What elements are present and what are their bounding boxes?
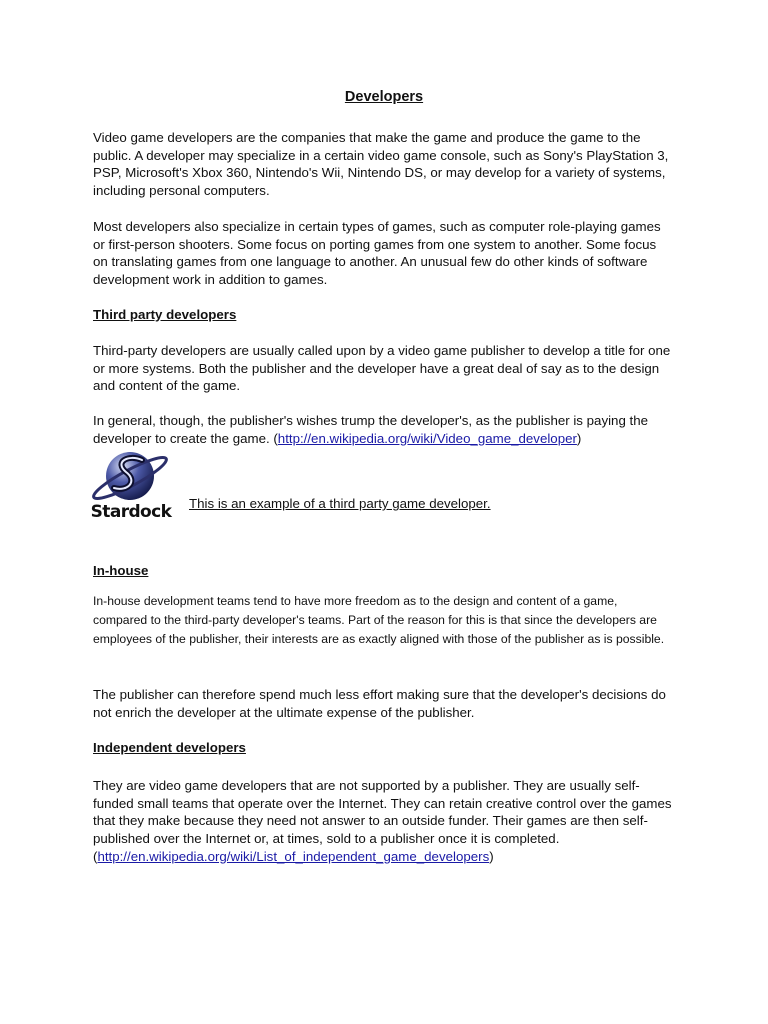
- paren-close: ): [576, 430, 582, 446]
- specialize-paragraph: Most developers also specialize in certain types of games, such as computer role-playing games or first-person shooters. Some focus on porting games from one system to another. Some focus on translating games from one language to another. An unusual few do other kinds of software development work in addition to games.: [93, 219, 661, 288]
- video-game-developer-link[interactable]: http://en.wikipedia.org/wiki/Video_game_developer: [277, 430, 577, 446]
- stardock-logo: [82, 448, 180, 528]
- page-title: Developers: [344, 89, 424, 105]
- in-house-paragraph: In-house development teams tend to have more freedom as to the design and content of a game, compared to the third-party developer's teams. Part of the reason for this is that since the developers are employees of the publisher, their interests are as exactly aligned with those of the publisher as is possible.: [93, 594, 665, 647]
- independent-text: They are video game developers that are not supported by a publisher. They are usually self-funded small teams that operate over the Internet. They can retain creative control over the games that they make because they need not answer to an outside funder. Their games are then self-published over the Internet or, at times, sold to a publisher once it is completed. (: [93, 778, 672, 864]
- logo-caption: This is an example of a third party game developer.: [189, 496, 491, 511]
- independent-developers-link[interactable]: http://en.wikipedia.org/wiki/List_of_independent_game_developers: [97, 848, 490, 864]
- paren-close: ): [489, 848, 494, 864]
- publisher-wishes-text: In general, though, the publisher's wishes trump the developer's, as the publisher is paying the developer to create the game. (: [93, 413, 649, 446]
- in-house-heading: In-house: [93, 563, 149, 578]
- independent-heading: Independent developers: [93, 740, 246, 755]
- stardock-logo-text: Stardock: [90, 502, 172, 522]
- independent-paragraph: [93, 777, 673, 866]
- third-party-heading: Third party developers: [93, 307, 237, 322]
- third-party-paragraph: Third-party developers are usually called upon by a video game publisher to develop a title for one or more systems. Both the publisher and the developer have a great deal of say as to the design and content of the game.: [93, 343, 671, 394]
- publisher-wishes-paragraph: [93, 412, 673, 447]
- publisher-effort-paragraph: The publisher can therefore spend much less effort making sure that the developer's decisions do not enrich the developer at the ultimate expense of the publisher.: [93, 687, 666, 720]
- intro-paragraph: Video game developers are the companies that make the game and produce the game to the public. A developer may specialize in a certain video game console, such as Sony's PlayStation 3, PSP, Microsoft's Xbox 360, Nintendo's Wii, Nintendo DS, or may develop for a variety of systems, including personal computers.: [93, 130, 669, 199]
